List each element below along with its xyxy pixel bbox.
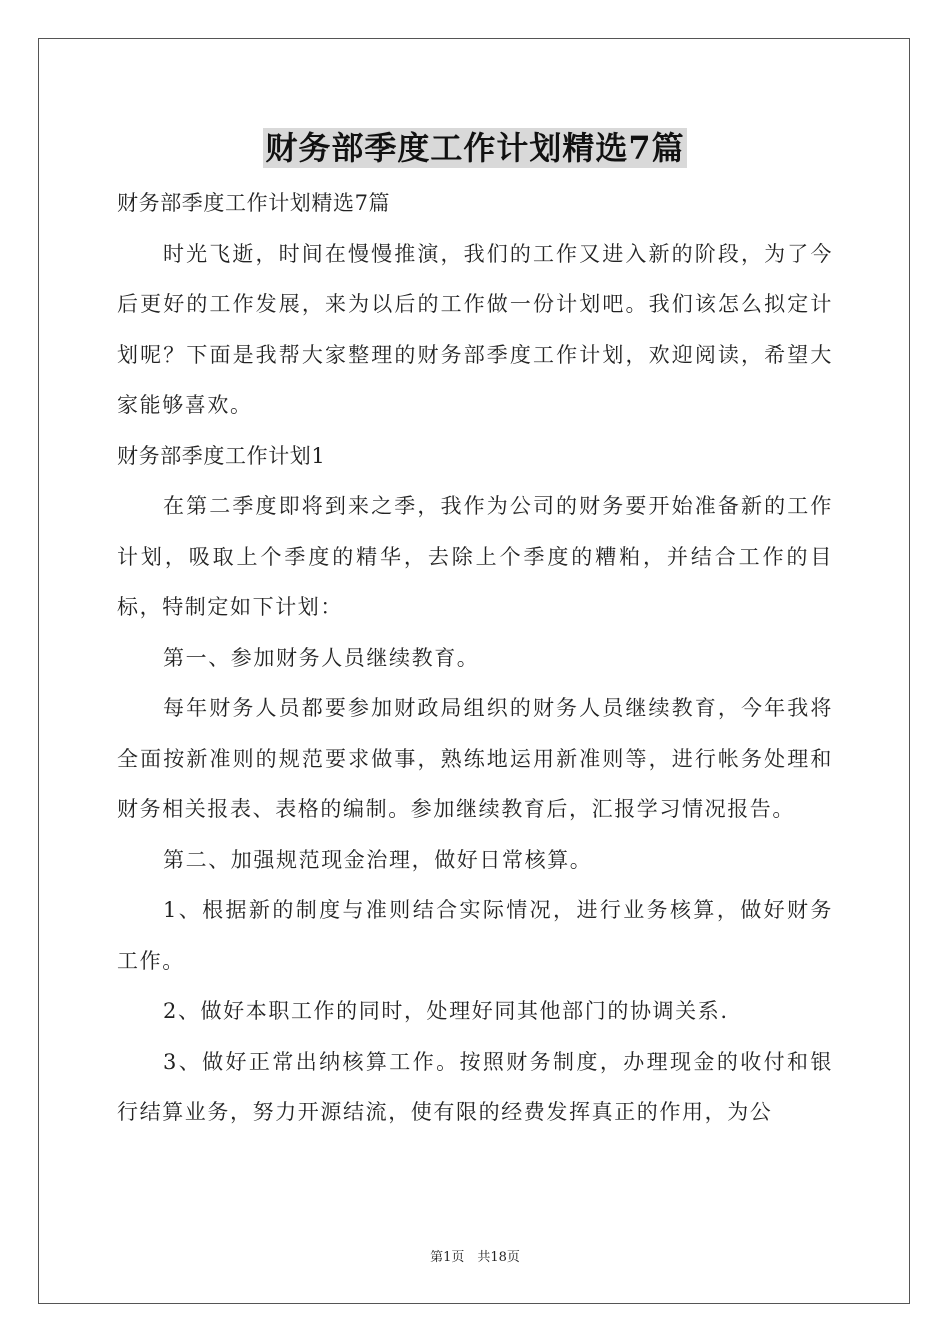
document-title: 财务部季度工作计划精选7篇 — [265, 129, 685, 167]
paragraph: 1、根据新的制度与准则结合实际情况，进行业务核算，做好财务工作。 — [117, 898, 833, 973]
paragraph-intro: 时光飞逝，时间在慢慢推演，我们的工作又进入新的阶段，为了今后更好的工作发展，来为以后的工作做一份计划吧。我们该怎么拟定计划呢？下面是我帮大家整理的财务部季度工作计划，欢迎阅读，希望大家能够喜欢。 — [117, 241, 833, 417]
paragraph: 第二、加强规范现金治理，做好日常核算。 — [163, 847, 593, 872]
paragraph: 2、做好本职工作的同时，处理好同其他部门的协调关系. — [163, 999, 729, 1023]
section-heading-1: 财务部季度工作计划1 — [117, 443, 326, 468]
document-body — [117, 178, 833, 1138]
page-number-label: 第1页 共18页 — [430, 1250, 520, 1265]
paragraph: 在第二季度即将到来之季，我作为公司的财务要开始准备新的工作计划，吸取上个季度的精华，去除上个季度的糟粕，并结合工作的目标，特制定如下计划： — [117, 494, 833, 619]
title-container — [0, 128, 950, 168]
paragraph: 第一、参加财务人员继续教育。 — [163, 645, 480, 670]
page-footer — [0, 1246, 950, 1265]
paragraph: 每年财务人员都要参加财政局组织的财务人员继续教育，今年我将全面按新准则的规范要求做事，熟练地运用新准则等，进行帐务处理和财务相关报表、表格的编制。参加继续教育后，汇报学习情况报告。 — [117, 696, 833, 821]
paragraph-subtitle: 财务部季度工作计划精选7篇 — [117, 191, 391, 215]
paragraph: 3、做好正常出纳核算工作。按照财务制度，办理现金的收付和银行结算业务，努力开源结流，使有限的经费发挥真正的作用，为公 — [117, 1049, 833, 1124]
